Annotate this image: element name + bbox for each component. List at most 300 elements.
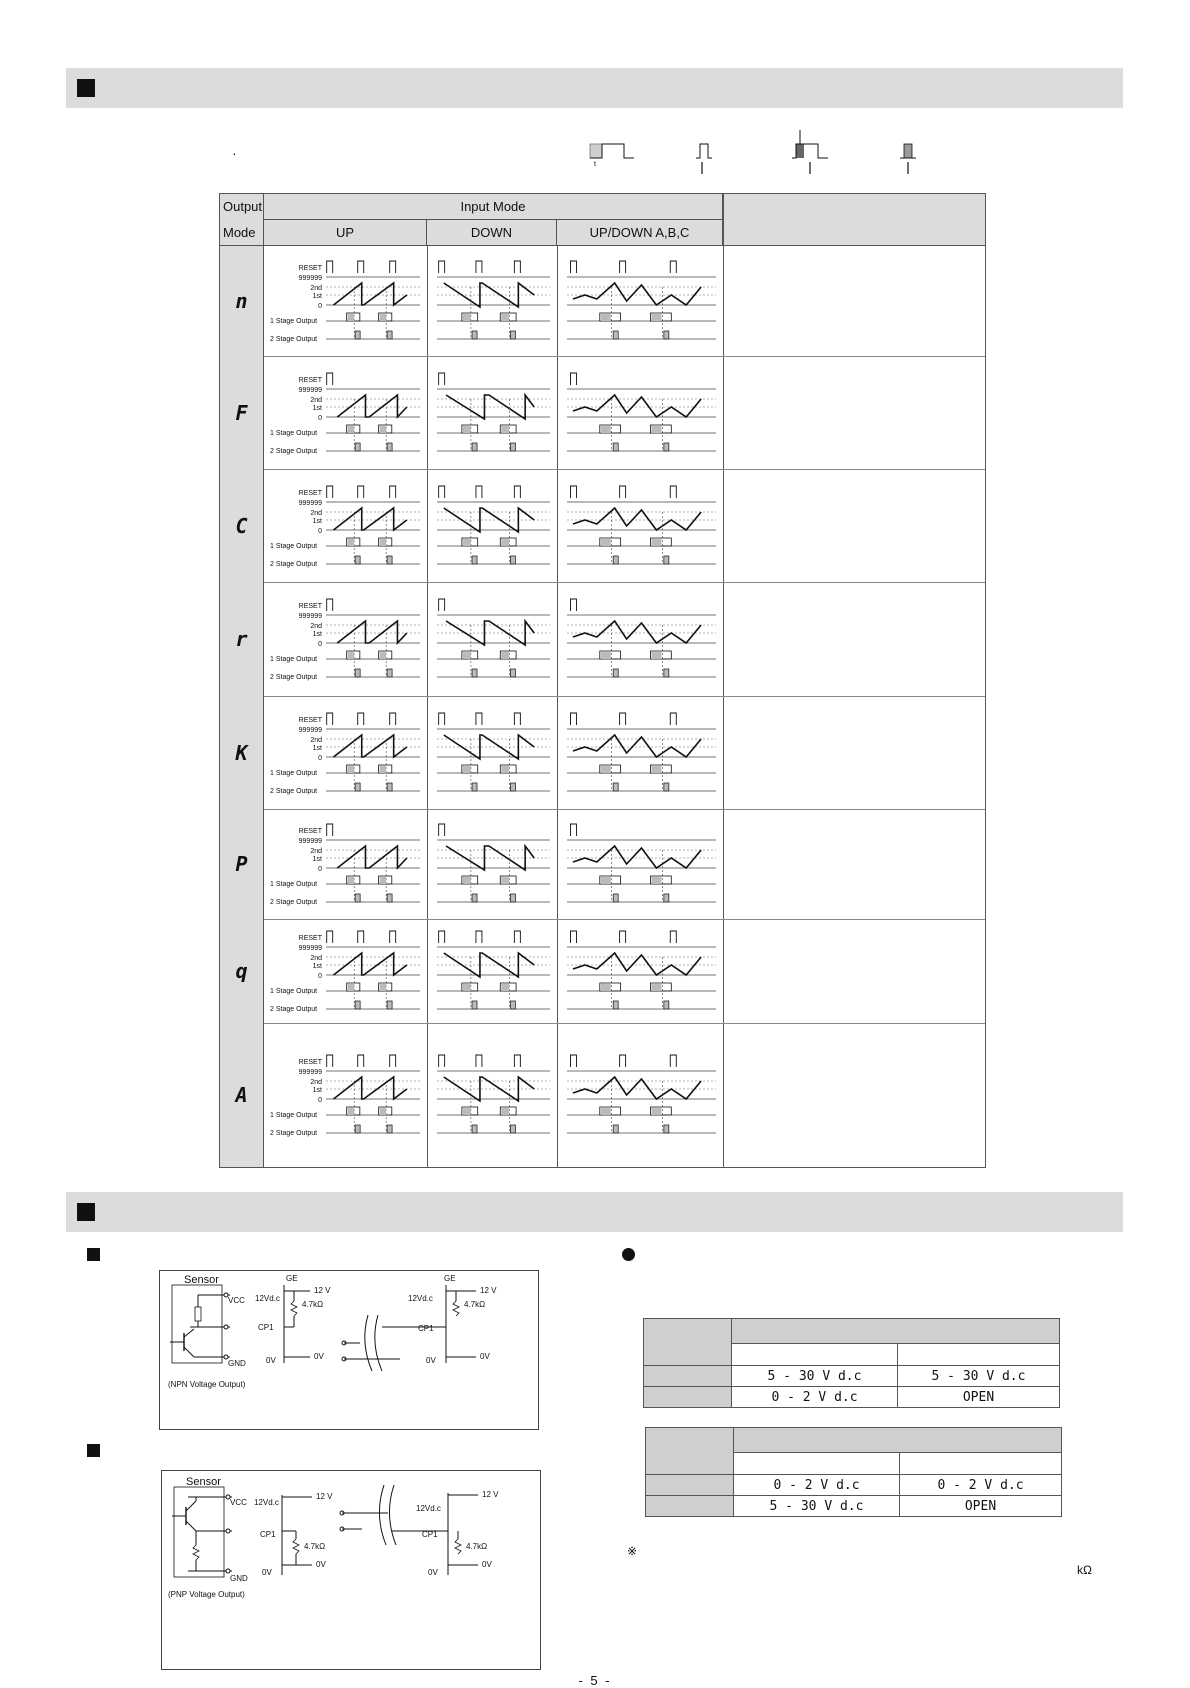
- stage2-label: 2 Stage Output: [270, 787, 318, 795]
- stage2-output-pulse: [613, 1001, 618, 1009]
- stage1-output-fill: [601, 539, 611, 546]
- chart-axis-label: RESET: [298, 935, 322, 942]
- stage2-output-pulse: [387, 1001, 392, 1009]
- stage1-output-fill: [463, 539, 471, 546]
- reset-pulse: [327, 1055, 333, 1067]
- stage1-output-fill: [348, 766, 355, 773]
- stage1-output-fill: [651, 766, 661, 773]
- stage2-label: 2 Stage Output: [270, 1006, 318, 1013]
- reset-pulse: [514, 931, 520, 943]
- svg-text:0V: 0V: [266, 1356, 276, 1365]
- stage2-output-pulse: [472, 783, 477, 791]
- stage1-output-fill: [651, 426, 661, 433]
- stage1-output-fill: [348, 539, 355, 546]
- reset-pulse: [439, 261, 445, 273]
- stage1-output-fill: [380, 652, 387, 659]
- reset-pulse: [390, 1055, 396, 1067]
- count-waveform: [334, 953, 407, 975]
- count-waveform: [573, 283, 701, 305]
- header-description: [723, 194, 985, 246]
- svg-text:12 V: 12 V: [316, 1492, 333, 1501]
- stage1-output-fill: [651, 314, 661, 321]
- reset-pulse: [670, 931, 676, 943]
- stage2-output-pulse: [664, 894, 669, 902]
- npn-level-r1c1: 5 - 30 V d.c: [732, 1366, 898, 1387]
- level-subsection-bullet: [622, 1248, 635, 1261]
- section-bullet-square: [77, 79, 95, 97]
- stage2-label: 2 Stage Output: [270, 560, 318, 568]
- timing-chart-r-down: [429, 591, 556, 687]
- svg-text:GND: GND: [228, 1359, 246, 1368]
- reset-pulse: [327, 713, 333, 725]
- timing-chart-r-updown: [559, 591, 722, 687]
- reset-pulse: [670, 713, 676, 725]
- reset-pulse: [514, 1055, 520, 1067]
- timing-chart-C-updown: [559, 478, 722, 574]
- reset-pulse: [570, 713, 576, 725]
- chart-axis-label: 1st: [312, 517, 322, 525]
- stage2-output-pulse: [472, 669, 477, 677]
- stage2-output-pulse: [510, 331, 515, 339]
- npn-caption: (NPN Voltage Output): [168, 1380, 246, 1389]
- stage1-output-fill: [348, 426, 355, 433]
- svg-text:CP1: CP1: [422, 1530, 438, 1539]
- chart-axis-label: 1st: [312, 631, 322, 638]
- svg-text:0V: 0V: [314, 1352, 324, 1361]
- reset-pulse: [476, 713, 482, 725]
- chart-axis-label: 1st: [312, 963, 322, 970]
- chart-axis-label: 0: [318, 641, 322, 648]
- stage2-output-pulse: [510, 894, 515, 902]
- svg-text:0V: 0V: [428, 1568, 438, 1577]
- stage1-output-fill: [463, 766, 471, 773]
- chart-axis-label: RESET: [298, 376, 322, 384]
- stage1-output-fill: [380, 426, 387, 433]
- svg-text:GE: GE: [286, 1274, 298, 1283]
- svg-text:CP1: CP1: [418, 1324, 434, 1333]
- reset-pulse: [620, 931, 626, 943]
- reset-pulse: [327, 373, 333, 385]
- stage2-output-pulse: [387, 443, 392, 451]
- stage1-output-fill: [348, 1108, 355, 1115]
- svg-text:0V: 0V: [426, 1356, 436, 1365]
- stage1-label: 1 Stage Output: [270, 429, 318, 437]
- svg-text:0V: 0V: [262, 1568, 272, 1577]
- npn-wiring-diagram: [159, 1270, 539, 1430]
- chart-axis-label: 999999: [298, 499, 322, 507]
- reset-pulse: [390, 713, 396, 725]
- stage2-output-pulse: [355, 669, 360, 677]
- stage2-output-pulse: [355, 1001, 360, 1009]
- reset-pulse: [670, 1055, 676, 1067]
- pnp-level-r2c2: OPEN: [900, 1496, 1062, 1517]
- chart-axis-label: 999999: [298, 945, 322, 952]
- count-waveform: [573, 846, 701, 868]
- stage2-output-pulse: [387, 669, 392, 677]
- stage2-output-pulse: [613, 669, 618, 677]
- stage2-label: 2 Stage Output: [270, 447, 318, 455]
- stage2-output-pulse: [664, 783, 669, 791]
- reset-pulse: [327, 261, 333, 273]
- stage2-output-pulse: [664, 331, 669, 339]
- svg-text:4.7kΩ: 4.7kΩ: [466, 1542, 488, 1551]
- shaded-pulse-icon: [898, 140, 918, 176]
- reset-pulse: [439, 373, 445, 385]
- chart-axis-label: 0: [318, 973, 322, 980]
- reset-pulse: [358, 931, 364, 943]
- timing-chart-q-updown: [559, 923, 722, 1019]
- stage1-output-fill: [501, 314, 509, 321]
- reset-pulse: [570, 931, 576, 943]
- header-input-mode: Input Mode: [264, 194, 723, 220]
- stage2-output-pulse: [613, 894, 618, 902]
- reset-pulse: [476, 261, 482, 273]
- svg-text:0V: 0V: [480, 1352, 490, 1361]
- reset-pulse: [670, 261, 676, 273]
- stage2-output-pulse: [613, 556, 618, 564]
- reset-pulse: [439, 599, 445, 611]
- unit-kohm: kΩ: [1077, 1563, 1092, 1577]
- output-mode-K: K: [220, 696, 264, 809]
- stage1-output-fill: [501, 766, 509, 773]
- stage1-output-fill: [348, 984, 355, 991]
- stage2-output-pulse: [664, 556, 669, 564]
- chart-axis-label: 0: [318, 866, 322, 873]
- reset-pulse: [570, 599, 576, 611]
- timing-chart-P-updown: [559, 816, 722, 912]
- stage1-label: 1 Stage Output: [270, 769, 318, 777]
- reset-pulse: [327, 599, 333, 611]
- stage2-output-pulse: [510, 783, 515, 791]
- stage2-output-pulse: [472, 331, 477, 339]
- reset-pulse: [439, 931, 445, 943]
- stage1-output-fill: [651, 652, 661, 659]
- timing-chart-F-up: [266, 365, 426, 461]
- header-output-label: Output: [223, 199, 263, 215]
- chart-axis-label: 2nd: [310, 1079, 322, 1086]
- stage1-output-fill: [601, 877, 611, 884]
- timing-chart-A-up: [266, 1047, 426, 1143]
- chart-axis-label: 999999: [298, 275, 322, 282]
- stage1-label: 1 Stage Output: [270, 881, 318, 888]
- pnp-wiring-diagram: [161, 1470, 541, 1670]
- stage2-output-pulse: [613, 331, 618, 339]
- svg-text:4.7kΩ: 4.7kΩ: [304, 1542, 326, 1551]
- timing-chart-K-up: [266, 705, 426, 801]
- stage2-output-pulse: [664, 669, 669, 677]
- pnp-sensor-label: Sensor: [186, 1476, 221, 1488]
- svg-text:CP1: CP1: [260, 1530, 276, 1539]
- stage2-output-pulse: [472, 1001, 477, 1009]
- stage1-output-fill: [651, 1108, 661, 1115]
- timing-chart-P-up: [266, 816, 426, 912]
- stage1-output-fill: [651, 877, 661, 884]
- count-waveform: [337, 621, 407, 643]
- reset-pulse: [476, 1055, 482, 1067]
- stage1-output-fill: [501, 984, 509, 991]
- chart-axis-label: 999999: [298, 726, 322, 734]
- pnp-level-r1c1: 0 - 2 V d.c: [734, 1475, 900, 1496]
- stage2-output-pulse: [510, 1125, 515, 1133]
- reset-pulse: [570, 261, 576, 273]
- stage2-output-pulse: [387, 894, 392, 902]
- stage2-label: 2 Stage Output: [270, 1130, 318, 1137]
- stage1-output-fill: [380, 314, 387, 321]
- timing-chart-C-up: [266, 478, 426, 574]
- pulse-icon: [694, 140, 714, 176]
- chart-axis-label: 2nd: [310, 736, 322, 744]
- stage1-label: 1 Stage Output: [270, 656, 318, 663]
- count-waveform: [573, 735, 701, 757]
- chart-axis-label: 999999: [298, 838, 322, 845]
- svg-text:4.7kΩ: 4.7kΩ: [302, 1300, 324, 1309]
- svg-text:12Vd.c: 12Vd.c: [416, 1504, 441, 1513]
- svg-text:12 V: 12 V: [314, 1286, 331, 1295]
- stage2-output-pulse: [510, 1001, 515, 1009]
- count-waveform: [573, 953, 701, 975]
- npn-sensor-label: Sensor: [184, 1274, 219, 1286]
- reset-pulse: [439, 824, 445, 836]
- svg-text:4.7kΩ: 4.7kΩ: [464, 1300, 486, 1309]
- chart-axis-label: 0: [318, 1097, 322, 1104]
- reset-pulse: [390, 486, 396, 498]
- timing-chart-F-down: [429, 365, 556, 461]
- stage1-output-fill: [463, 652, 471, 659]
- chart-axis-label: 1st: [312, 1087, 322, 1094]
- reset-pulse: [358, 486, 364, 498]
- chart-axis-label: 2nd: [310, 955, 322, 962]
- count-waveform: [573, 395, 701, 417]
- svg-text:12Vd.c: 12Vd.c: [255, 1294, 280, 1303]
- stage1-output-fill: [601, 652, 611, 659]
- count-waveform: [337, 395, 407, 417]
- reset-pulse: [358, 713, 364, 725]
- stage1-output-fill: [463, 984, 471, 991]
- count-waveform: [573, 1077, 701, 1099]
- timing-chart-n-up: [266, 253, 426, 349]
- header-output-mode: [220, 194, 264, 246]
- stage1-label: 1 Stage Output: [270, 988, 318, 995]
- stage1-output-fill: [463, 314, 471, 321]
- reset-pulse: [514, 486, 520, 498]
- reset-pulse: [570, 486, 576, 498]
- stage2-output-pulse: [510, 556, 515, 564]
- chart-axis-label: 1st: [312, 856, 322, 863]
- stage2-output-pulse: [664, 1001, 669, 1009]
- svg-text:12 V: 12 V: [482, 1490, 499, 1499]
- chart-axis-label: 0: [318, 303, 322, 310]
- svg-text:VCC: VCC: [230, 1498, 247, 1507]
- page-number: - 5 -: [578, 1673, 612, 1688]
- stage1-label: 1 Stage Output: [270, 1112, 318, 1119]
- svg-text:t: t: [594, 161, 596, 168]
- count-waveform: [573, 508, 701, 530]
- chart-axis-label: 999999: [298, 613, 322, 620]
- stage1-output-fill: [380, 877, 387, 884]
- stage2-output-pulse: [355, 331, 360, 339]
- timing-chart-P-down: [429, 816, 556, 912]
- stage2-output-pulse: [387, 783, 392, 791]
- reset-pulse: [620, 713, 626, 725]
- chart-axis-label: 0: [318, 414, 322, 422]
- section-header-output-mode: [66, 68, 1123, 108]
- reset-pulse: [327, 931, 333, 943]
- stage2-output-pulse: [510, 443, 515, 451]
- chart-axis-label: 2nd: [310, 623, 322, 630]
- output-mode-q: q: [220, 919, 264, 1023]
- stage1-output-fill: [501, 652, 509, 659]
- chart-axis-label: 0: [318, 754, 322, 762]
- section-header-connections: [66, 1192, 1123, 1232]
- svg-text:12 V: 12 V: [480, 1286, 497, 1295]
- stage2-output-pulse: [613, 783, 618, 791]
- chart-axis-label: 2nd: [310, 285, 322, 292]
- reset-pulse: [514, 713, 520, 725]
- count-waveform: [337, 846, 407, 868]
- note-symbol: ※: [627, 1544, 638, 1558]
- chart-axis-label: RESET: [298, 489, 322, 497]
- stage2-output-pulse: [472, 556, 477, 564]
- npn-level-table: [643, 1318, 1060, 1408]
- stage2-label: 2 Stage Output: [270, 674, 318, 681]
- timing-chart-F-updown: [559, 365, 722, 461]
- reset-pulse: [439, 1055, 445, 1067]
- stage1-output-fill: [601, 314, 611, 321]
- chart-axis-label: RESET: [298, 1059, 322, 1066]
- reset-pulse: [390, 931, 396, 943]
- chart-axis-label: RESET: [298, 603, 322, 610]
- stage1-output-fill: [601, 766, 611, 773]
- svg-text:0V: 0V: [482, 1560, 492, 1569]
- stage1-output-fill: [348, 877, 355, 884]
- svg-text:GE: GE: [444, 1274, 456, 1283]
- reset-pulse: [327, 824, 333, 836]
- stage2-output-pulse: [472, 1125, 477, 1133]
- header-col-down: DOWN: [427, 220, 557, 246]
- svg-text:GND: GND: [230, 1574, 248, 1583]
- stage2-output-pulse: [664, 1125, 669, 1133]
- stage1-output-fill: [348, 314, 355, 321]
- reset-pulse: [358, 261, 364, 273]
- stage1-output-fill: [501, 877, 509, 884]
- stage2-output-pulse: [387, 556, 392, 564]
- output-mode-n: n: [220, 246, 264, 356]
- stage1-output-fill: [651, 539, 661, 546]
- reset-pulse: [514, 261, 520, 273]
- stage1-output-fill: [501, 426, 509, 433]
- timing-chart-A-updown: [559, 1047, 722, 1143]
- stage1-output-fill: [380, 1108, 387, 1115]
- chart-axis-label: 1st: [312, 293, 322, 300]
- timing-chart-r-up: [266, 591, 426, 687]
- stage2-output-pulse: [664, 443, 669, 451]
- stage1-output-fill: [501, 539, 509, 546]
- stage2-output-pulse: [613, 443, 618, 451]
- reset-pulse: [390, 261, 396, 273]
- stage1-output-fill: [380, 539, 387, 546]
- svg-text:0V: 0V: [316, 1560, 326, 1569]
- pnp-subsection-bullet: [87, 1444, 100, 1457]
- pnp-caption: (PNP Voltage Output): [168, 1590, 245, 1599]
- reset-pulse: [620, 486, 626, 498]
- timing-chart-n-updown: [559, 253, 722, 349]
- stage2-output-pulse: [387, 331, 392, 339]
- pnp-level-r2c1: 5 - 30 V d.c: [734, 1496, 900, 1517]
- stage1-output-fill: [463, 426, 471, 433]
- stage2-output-pulse: [613, 1125, 618, 1133]
- section-bullet-square: [77, 1203, 95, 1221]
- reset-pulse: [570, 373, 576, 385]
- stage1-output-fill: [601, 426, 611, 433]
- stage1-output-fill: [601, 1108, 611, 1115]
- reset-pulse: [327, 486, 333, 498]
- chart-axis-label: 0: [318, 527, 322, 535]
- stage2-output-pulse: [355, 556, 360, 564]
- chart-axis-label: 1st: [312, 744, 322, 752]
- pnp-level-table: [645, 1427, 1062, 1517]
- chart-axis-label: RESET: [298, 716, 322, 724]
- reset-pulse: [620, 261, 626, 273]
- npn-subsection-bullet: [87, 1248, 100, 1261]
- pnp-level-r1c2: 0 - 2 V d.c: [900, 1475, 1062, 1496]
- chart-axis-label: RESET: [298, 265, 322, 272]
- stage2-output-pulse: [387, 1125, 392, 1133]
- svg-text:12Vd.c: 12Vd.c: [254, 1498, 279, 1507]
- npn-level-r1c2: 5 - 30 V d.c: [898, 1366, 1060, 1387]
- reset-pulse: [439, 486, 445, 498]
- stage1-output-fill: [463, 877, 471, 884]
- timing-chart-q-down: [429, 923, 556, 1019]
- chart-axis-label: 2nd: [310, 396, 322, 404]
- timing-chart-K-down: [429, 705, 556, 801]
- pulse-width-t-icon: [588, 140, 636, 170]
- svg-text:CP1: CP1: [258, 1323, 274, 1332]
- count-waveform: [334, 508, 407, 530]
- chart-axis-label: 2nd: [310, 509, 322, 517]
- reset-pulse: [476, 486, 482, 498]
- stage2-output-pulse: [472, 894, 477, 902]
- svg-text:VCC: VCC: [228, 1296, 245, 1305]
- stage1-output-fill: [380, 766, 387, 773]
- stage2-output-pulse: [355, 894, 360, 902]
- stage1-output-fill: [463, 1108, 471, 1115]
- count-waveform: [334, 1077, 407, 1099]
- count-waveform: [334, 283, 407, 305]
- output-mode-F: F: [220, 356, 264, 469]
- stage1-output-fill: [651, 984, 661, 991]
- output-mode-C: C: [220, 469, 264, 582]
- output-mode-A: A: [220, 1023, 264, 1167]
- stage2-label: 2 Stage Output: [270, 336, 318, 343]
- stage1-output-fill: [380, 984, 387, 991]
- reset-pulse: [570, 1055, 576, 1067]
- reset-pulse: [670, 486, 676, 498]
- stage1-output-fill: [601, 984, 611, 991]
- timing-chart-A-down: [429, 1047, 556, 1143]
- chart-axis-label: 2nd: [310, 848, 322, 855]
- stage2-output-pulse: [510, 669, 515, 677]
- npn-level-r2c2: OPEN: [898, 1387, 1060, 1408]
- timing-chart-K-updown: [559, 705, 722, 801]
- timing-chart-q-up: [266, 923, 426, 1019]
- timing-chart-n-down: [429, 253, 556, 349]
- count-waveform: [334, 735, 407, 757]
- header-col-up: UP: [264, 220, 427, 246]
- reset-pulse: [476, 931, 482, 943]
- reset-pulse: [358, 1055, 364, 1067]
- stage2-output-pulse: [472, 443, 477, 451]
- stage2-output-pulse: [355, 443, 360, 451]
